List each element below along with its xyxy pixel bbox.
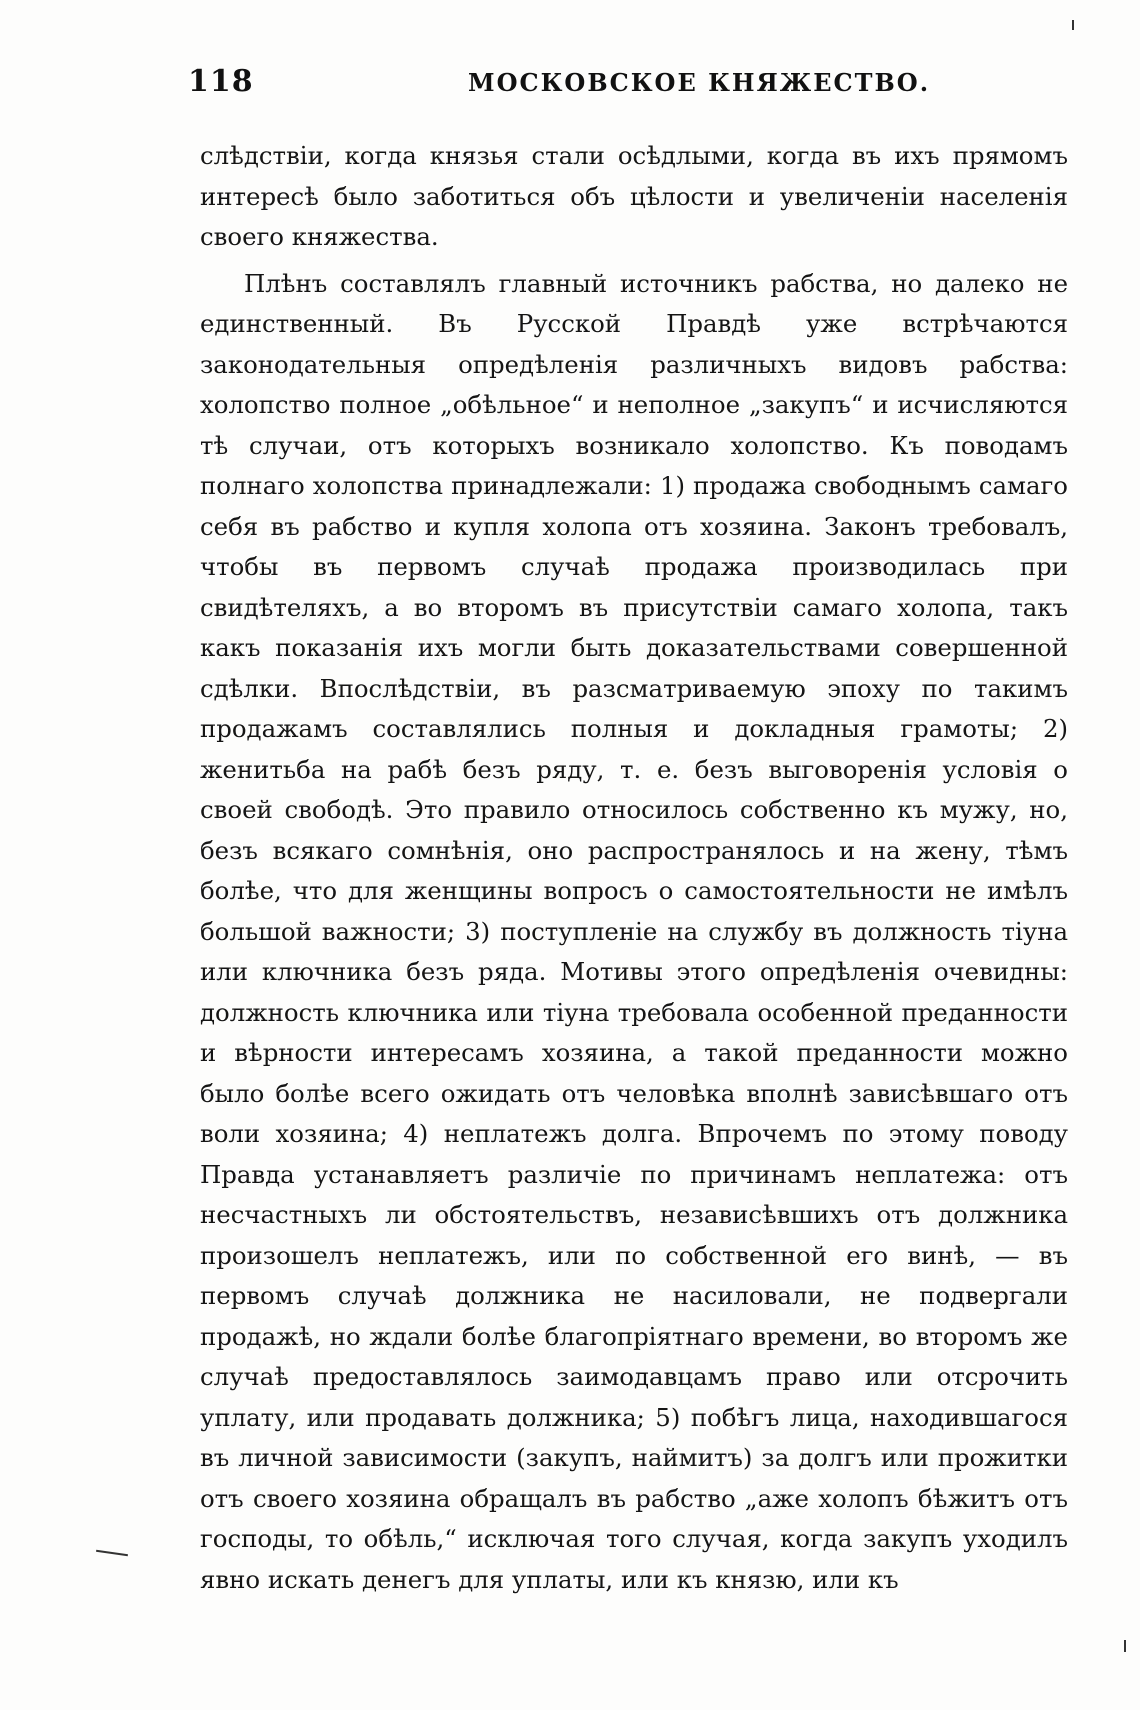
scan-mark [1124,1640,1126,1652]
page-number: 118 [188,64,254,99]
paragraph: Плѣнъ составлялъ главный источникъ рабства, но далеко не единственный. Въ Русской Правдѣ уже встрѣчаются законодательныя опредѣленія различныхъ видовъ рабства: холопство полное „обѣльное“ и неполное „закупъ“ и исчисляются тѣ случаи, отъ которыхъ возникало холопство. Къ поводамъ полнаго холопства принадлежали: 1) продажа свободнымъ самаго себя въ рабство и купля холопа отъ хозяина. Законъ требовалъ, чтобы въ первомъ случаѣ продажа производилась при свидѣтеляхъ, а во второмъ въ присутствіи самаго холопа, такъ какъ показанія ихъ могли быть доказательствами совершенной сдѣлки. Впослѣдствіи, въ разсматриваемую эпоху по такимъ продажамъ составлялись полныя и докладныя грамоты; 2) женитьба на рабѣ безъ ряду, т. е. безъ выговоренія условія о своей свободѣ. Это правило относилось собственно къ мужу, но, безъ всякаго сомнѣнія, оно распространялось и на жену, тѣмъ болѣе, что для женщины вопросъ о самостоятельности не имѣлъ большой важности; 3) поступленіе на службу въ должность тіуна или ключника безъ ряда. Мотивы этого опредѣленія очевидны: должность ключника или тіуна требовала особенной преданности и вѣрности интересамъ хозяина, а такой преданности можно было болѣе всего ожидать отъ человѣка вполнѣ зависѣвшаго отъ воли хозяина; 4) неплатежъ долга. Впрочемъ по этому поводу Правда устанавляетъ различіе по причинамъ неплатежа: отъ несчастныхъ ли обстоятельствъ, независѣвшихъ отъ должника произошелъ неплатежъ, или по собственной его винѣ, — въ первомъ случаѣ должника не насиловали, не подвергали продажѣ, но ждали болѣе благопріятнаго времени, во второмъ же случаѣ предоставлялось заимодавцамъ право или отсрочить уплату, или продавать должника; 5) побѣгъ лица, находившагося въ личной зависимости (закупъ, наймитъ) за долгъ или прожитки отъ своего хозяина обращалъ въ рабство „аже холопъ бѣжитъ отъ господы, то обѣль,“ исключая того случая, когда закупъ уходилъ явно искать денегъ для уплаты, или къ князю, или къ [200,268,1068,1594]
body-text [200,136,1068,1600]
running-title: МОСКОВСКОЕ КНЯЖЕСТВО. [468,68,931,97]
scan-mark [96,1550,128,1556]
scan-mark [1072,20,1074,30]
page-header [188,64,1068,108]
paragraph: слѣдствіи, когда князья стали осѣдлыми, когда въ ихъ прямомъ интересѣ было заботиться объ цѣлости и увеличеніи населенія своего княжества. [200,141,1068,251]
